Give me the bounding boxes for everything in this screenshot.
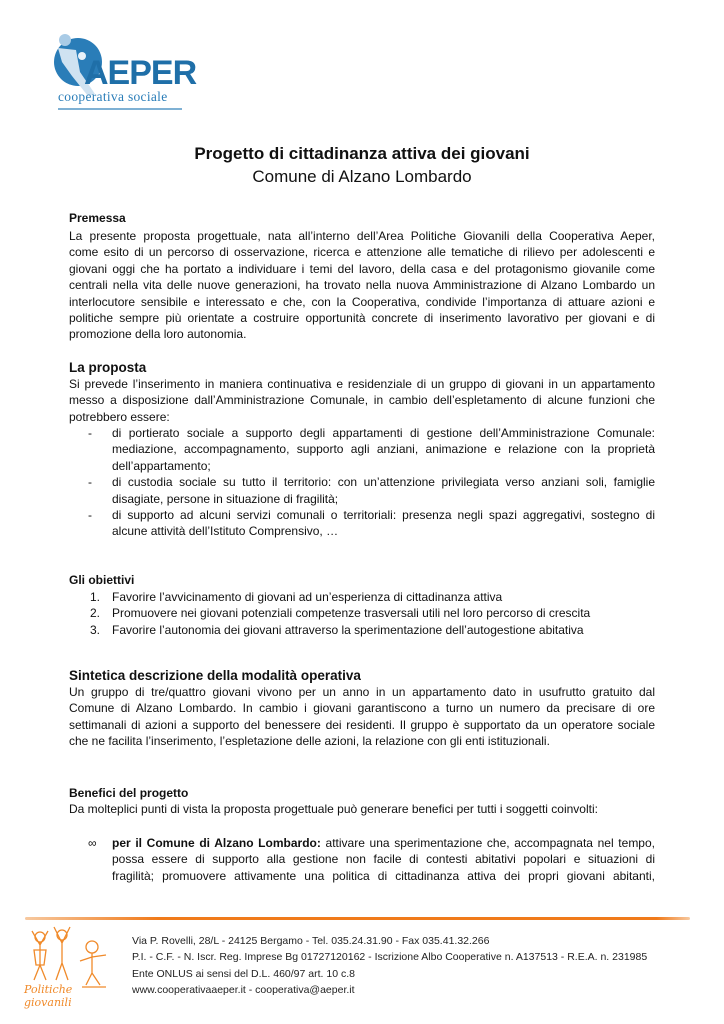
- list-text: Promuovere nei giovani potenziali competenze trasversali utili nel loro percorso di crescita: [112, 606, 591, 621]
- list-number: 2.: [90, 606, 101, 621]
- heading-sintetica: Sintetica descrizione della modalità operativa: [69, 668, 361, 683]
- list-text: Favorire l’autonomia dei giovani attraverso la sperimentazione dell’autogestione abitativa: [112, 622, 584, 637]
- text-line: Un gruppo di tre/quattro giovani vivono per un anno in un appartamento dato in usufrutto gratuito dal: [69, 685, 655, 699]
- document-subtitle: Comune di Alzano Lombardo: [252, 167, 472, 186]
- text-line: messo a disposizione dall’Amministrazione Comunale, in cambio dell’espletamento di alcune funzioni che: [69, 393, 655, 408]
- text-line: come esito di un percorso di osservazione, ricerca e attenzione alle tematiche di rilievo per adolescenti e: [69, 245, 655, 260]
- footer-line: Via P. Rovelli, 28/L - 24125 Bergamo - Tel. 035.24.31.90 - Fax 035.41.32.266: [132, 935, 490, 947]
- benefici-item-label: per il Comune di Alzano Lombardo:: [112, 836, 321, 850]
- text-line: mediazione, accompagnamento, supporto agli anziani, animazione e relazione con la proprietà: [112, 442, 655, 457]
- dash-bullet-icon: -: [88, 508, 92, 522]
- heading-premessa: Premessa: [69, 211, 126, 225]
- heading-benefici: Benefici del progetto: [69, 786, 189, 800]
- benefici-item-text: possa essere di supporto alla gestione non facile di contesti abitativi popolari e situazioni di: [112, 852, 655, 867]
- text-line: alcune attività dell’Istituto Comprensivo, …: [112, 524, 339, 539]
- infinity-bullet-icon: ∞: [88, 836, 97, 850]
- logo-subtitle: cooperativa sociale: [58, 89, 168, 104]
- text-line: promozione della loro autonomia.: [69, 327, 247, 342]
- text-line: giovani oggi che ha portato a individuare i temi del lavoro, della casa e del protagonismo giovanile come: [69, 261, 655, 276]
- dash-bullet-icon: -: [88, 426, 92, 440]
- footer-line: P.I. - C.F. - N. Iscr. Reg. Imprese Bg 01727120162 - Iscrizione Albo Cooperative n. A137513 - R.E.A. n. 231985: [132, 951, 648, 964]
- benefici-paragraph: [69, 801, 655, 817]
- dash-bullet-icon: -: [88, 475, 92, 490]
- footer-line: Ente ONLUS ai sensi del D.L. 460/97 art. 10 c.8: [132, 967, 355, 980]
- sintetica-paragraph: [69, 684, 655, 750]
- footer-address: [132, 933, 647, 998]
- text-line: Da molteplici punti di vista la proposta progettuale può generare benefici per tutti i soggetti coinvolti:: [69, 802, 598, 816]
- document-title: Progetto di cittadinanza attiva dei giovani: [194, 144, 530, 163]
- logo-text: AEPER: [84, 54, 197, 92]
- text-line: di custodia sociale su tutto il territorio: con un’attenzione privilegiata verso anziani soli, famiglie: [112, 475, 655, 490]
- text-line: settimanali di azioni a supporto del benessere dei residenti. Il gruppo è supportato da un operatore sociale: [69, 717, 655, 732]
- text-line: centrali nella vita delle nuove generazioni, ha trovato nella nuova Amministrazione di Alzano Lombardo un: [69, 278, 655, 293]
- text-line: La presente proposta progettuale, nata all’interno dell’Area Politiche Giovanili della Cooperativa Aeper,: [69, 229, 655, 243]
- text-line: politiche sempre più orientate a costruire opportunità concrete di inserimento lavorativo per giovani e di: [69, 311, 655, 326]
- text-line: interlocutore sensibile e interessato e che, con la Cooperativa, condivide l’importanza di attuare azioni e: [69, 294, 655, 309]
- list-number: 3.: [90, 622, 101, 637]
- text-line: potrebbero essere:: [69, 409, 170, 424]
- text-line: Comune di Alzano Lombardo. In cambio i giovani garantiscono a turno un numero da precisare di ore: [69, 701, 655, 716]
- text-line: disagiate, persone in situazione di fragilità;: [112, 491, 339, 506]
- text-line: dell’appartamento;: [112, 458, 211, 473]
- proposta-paragraph: [69, 376, 655, 425]
- benefici-item-text: fragilità; promuovere attivamente una politica di cittadinanza attiva dei propri giovani abitanti,: [112, 868, 655, 883]
- benefici-item: [69, 835, 655, 885]
- list-number: 1.: [90, 590, 101, 604]
- heading-proposta: La proposta: [69, 360, 147, 375]
- politiche-giovanili-logo: [22, 925, 117, 1010]
- heading-obiettivi: Gli obiettivi: [69, 573, 135, 587]
- aeper-logo: [50, 32, 197, 112]
- footer-line: www.cooperativaaeper.it - cooperativa@aeper.it: [132, 983, 355, 996]
- text-line: di portierato sociale a supporto degli appartamenti di gestione dell’Amministrazione Comunale:: [112, 426, 655, 440]
- text-line: Si prevede l’inserimento in maniera continuativa e residenziale di un gruppo di giovani in un appartamento: [69, 377, 655, 391]
- list-text: Favorire l’avvicinamento di giovani ad un’esperienza di cittadinanza attiva: [112, 590, 503, 604]
- footer-divider: [25, 917, 690, 920]
- benefici-item-text: attivare una sperimentazione che, accompagnata nel tempo,: [320, 836, 655, 850]
- premessa-paragraph: [69, 228, 655, 343]
- politiche-giovanili-logo-text: Politiche giovanili: [24, 983, 73, 1009]
- text-line: che ne facilita l’inserimento, l’espletazione delle azioni, la relazione con gli enti istituzionali.: [69, 734, 550, 749]
- text-line: di supporto ad alcuni servizi comunali o territoriali: presenza negli spazi aggregativi, sostegno di: [112, 508, 655, 522]
